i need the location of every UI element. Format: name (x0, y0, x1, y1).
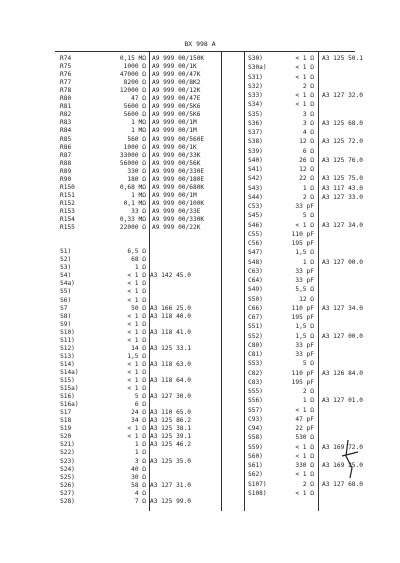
row-ref: C55) (248, 230, 263, 238)
row-ref: R150 (60, 183, 75, 191)
handwritten-mark-icon (340, 438, 362, 480)
row-ref: S62) (248, 471, 263, 479)
row-code: A3 127 34.0 (322, 221, 363, 229)
row-part-number: A9 999 00/330E (152, 167, 205, 175)
row-value: 6 Ω (302, 147, 314, 155)
row-ref: S22) (60, 449, 75, 457)
row-ref: S35) (248, 110, 263, 118)
row-ref: S36) (248, 119, 263, 127)
row-code: A3 127 01.0 (322, 397, 363, 405)
row-ref: S4a) (60, 280, 75, 288)
row-value: 1 Ω (302, 184, 314, 192)
row-ref: S24) (60, 465, 75, 473)
row-ref: S25) (60, 473, 75, 481)
row-value: < 1 Ω (295, 73, 314, 81)
row-code: A3 110 65.0 (150, 409, 191, 417)
row-value: 1 MΩ (131, 191, 146, 199)
row-ref: C81) (248, 351, 263, 358)
row-ref: S55) (248, 388, 263, 395)
row-code: A3 125 39.1 (150, 433, 191, 441)
row-part-number: A9 999 00/47K (152, 71, 201, 79)
column-divider-3 (244, 51, 245, 511)
row-value: 1 Ω (134, 441, 146, 449)
row-value: 1 MΩ (131, 127, 146, 135)
row-code: A3 142 45.0 (150, 272, 191, 280)
row-ref: S13) (60, 352, 75, 360)
row-value: < 1 Ω (127, 360, 146, 368)
row-value: < 1 Ω (295, 406, 314, 414)
row-value: 22 pF (295, 425, 314, 432)
row-value: < 1 Ω (295, 92, 314, 99)
row-ref: S46) (248, 221, 263, 229)
row-ref: R153 (60, 207, 75, 215)
row-value: 6,5 Ω (127, 248, 146, 256)
row-ref: C64) (248, 277, 263, 284)
row-value: 1 Ω (134, 264, 146, 272)
row-value: < 1 Ω (295, 443, 314, 451)
row-value: 195 pF (291, 240, 314, 247)
row-part-number: A9 999 00/33K (152, 151, 201, 159)
row-value: 3 Ω (134, 457, 146, 465)
row-ref: S48) (248, 258, 263, 266)
row-part-number: A9 999 00/680K (152, 183, 205, 191)
row-value: < 1 Ω (127, 272, 146, 280)
row-code: A3 125 33.1 (150, 344, 191, 352)
row-ref: S30) (248, 55, 263, 62)
row-value: 33 Ω (131, 207, 146, 215)
row-code: A3 127 34.0 (322, 304, 363, 312)
row-ref: R86 (60, 143, 72, 151)
row-ref: R87 (60, 151, 72, 159)
row-value: < 1 Ω (295, 471, 314, 479)
row-code: A3 127 32.0 (322, 92, 363, 99)
row-value: < 1 Ω (127, 377, 146, 384)
row-code: A3 127 33.0 (322, 193, 363, 201)
row-value: 0,68 MΩ (119, 183, 146, 191)
row-part-number: A9 999 00/1M (152, 119, 197, 127)
page-header: BX 998 A (184, 40, 216, 48)
row-ref: C66) (248, 304, 263, 312)
table-top-rule (55, 51, 355, 52)
row-code: A3 118 41.0 (150, 328, 191, 336)
row-ref: R74 (60, 55, 72, 62)
row-ref: C93) (248, 415, 263, 423)
row-ref: S58) (248, 434, 263, 442)
row-value: 50 Ω (131, 304, 146, 312)
row-code: A3 127 31.0 (150, 481, 191, 489)
row-value: 33 pF (295, 203, 314, 210)
row-value: < 1 Ω (295, 64, 314, 72)
row-part-number: A9 999 00/330K (152, 216, 205, 223)
row-code: A3 117 43.0 (322, 184, 363, 192)
row-code: A3 125 86.2 (150, 417, 191, 425)
row-value: 22000 Ω (119, 224, 146, 232)
row-ref: S51) (248, 323, 263, 331)
row-code: A3 125 68.0 (322, 119, 363, 127)
row-ref: S11) (60, 336, 75, 344)
row-value: 110 pF (291, 304, 314, 312)
row-value: 3 Ω (302, 119, 314, 127)
row-value: 6 Ω (134, 401, 146, 409)
row-value: 110 pF (291, 369, 314, 377)
row-value: 1,5 Ω (295, 249, 314, 257)
row-ref: S27) (60, 489, 75, 497)
row-ref: S14a) (60, 368, 79, 376)
row-ref: R75 (60, 63, 72, 71)
row-ref: R89 (60, 167, 72, 175)
row-ref: S19 (60, 425, 72, 433)
row-ref: S52) (248, 332, 263, 340)
row-ref: C67) (248, 314, 263, 321)
row-value: 1,5 Ω (295, 332, 314, 340)
row-value: 1 MΩ (131, 119, 146, 127)
row-value: 0,1 MΩ (123, 199, 146, 207)
row-ref: S39) (248, 147, 263, 155)
row-code: A3 125 75.0 (322, 175, 363, 183)
row-ref: R155 (60, 224, 75, 232)
row-value: 2 Ω (302, 388, 314, 395)
row-value: 0,15 MΩ (119, 55, 146, 62)
row-value: < 1 Ω (127, 296, 146, 304)
row-value: 34 Ω (131, 417, 146, 425)
row-part-number: A9 999 00/1M (152, 127, 197, 135)
row-value: 47 pF (295, 415, 314, 423)
row-code: A3 169 72.0 (322, 443, 363, 451)
row-value: 2 Ω (302, 193, 314, 201)
row-value: 33 pF (295, 351, 314, 358)
row-value: 8200 Ω (123, 79, 146, 87)
row-value: 5600 Ω (123, 111, 146, 119)
row-part-number: A9 999 00/22K (152, 224, 201, 232)
row-ref: R76 (60, 71, 72, 79)
row-code: A3 169 25.0 (322, 462, 363, 469)
row-value: < 1 Ω (295, 452, 314, 460)
row-value: 110 pF (291, 230, 314, 238)
row-part-number: A9 999 00/1M (152, 191, 197, 199)
row-value: 40 Ω (131, 465, 146, 473)
row-ref: S17 (60, 409, 72, 417)
row-value: 1000 Ω (123, 143, 146, 151)
row-value: 12 Ω (299, 295, 314, 303)
row-ref: S37) (248, 129, 263, 136)
row-value: 26 Ω (299, 156, 314, 164)
row-ref: S61) (248, 462, 263, 469)
row-ref: R151 (60, 191, 75, 199)
row-value: 33 pF (295, 267, 314, 275)
row-value: 5600 Ω (123, 103, 146, 111)
row-part-number: A9 999 00/12K (152, 87, 201, 95)
row-ref: S15a) (60, 385, 79, 393)
row-ref: R152 (60, 199, 75, 207)
row-code: A3 126 84.0 (322, 369, 363, 377)
row-value: 12 Ω (299, 138, 314, 146)
row-ref: S59) (248, 443, 263, 451)
row-part-number: A9 999 00/33E (152, 207, 201, 215)
row-value: 195 pF (291, 314, 314, 321)
row-code: A3 166 25.0 (150, 304, 191, 312)
row-part-number: A9 999 00/5K6 (152, 103, 201, 111)
row-ref: R85 (60, 135, 72, 143)
row-ref: S15) (60, 377, 75, 384)
row-ref: S14) (60, 360, 75, 368)
row-ref: S9) (60, 320, 72, 328)
row-code: A3 127 00.0 (322, 258, 363, 266)
row-value: < 1 Ω (127, 433, 146, 441)
row-value: 33 pF (295, 277, 314, 284)
row-ref: R88 (60, 159, 72, 167)
row-value: 33000 Ω (119, 151, 146, 159)
row-ref: S41) (248, 166, 263, 173)
row-ref: R83 (60, 119, 72, 127)
row-ref: S16a) (60, 401, 79, 409)
row-ref: S42) (248, 175, 263, 183)
row-part-number: A9 999 00/1K (152, 143, 197, 151)
row-ref: C56) (248, 240, 263, 247)
row-value: < 1 Ω (127, 385, 146, 393)
row-value: 2 Ω (302, 82, 314, 90)
row-value: 22 Ω (299, 175, 314, 183)
row-part-number: A9 999 00/1K (152, 63, 197, 71)
row-ref: S20 (60, 433, 72, 441)
row-ref: S43) (248, 184, 263, 192)
row-code: A3 125 99.0 (150, 497, 191, 505)
row-ref: S7 (60, 304, 68, 312)
row-ref: S30a) (248, 64, 267, 72)
row-ref: C94) (248, 425, 263, 432)
row-value: 7 Ω (134, 497, 146, 505)
row-value: 180 Ω (127, 175, 146, 183)
row-value: 1,5 Ω (295, 323, 314, 331)
row-value: 24 Ω (131, 409, 146, 417)
row-value: 5 Ω (302, 360, 314, 368)
row-part-number: A9 999 00/560E (152, 135, 205, 143)
row-value: < 1 Ω (295, 489, 314, 497)
row-ref: S32) (248, 82, 263, 90)
row-ref: S28) (60, 497, 75, 505)
row-ref: R90 (60, 175, 72, 183)
row-ref: R80 (60, 95, 72, 103)
row-value: 68 Ω (131, 256, 146, 264)
row-value: < 1 Ω (127, 368, 146, 376)
row-ref: S53) (248, 360, 263, 368)
row-value: < 1 Ω (127, 425, 146, 433)
column-divider-4 (318, 51, 319, 511)
row-ref: S6) (60, 296, 72, 304)
row-value: < 1 Ω (127, 336, 146, 344)
row-value: 58 Ω (131, 481, 146, 489)
row-ref: R77 (60, 79, 72, 87)
row-ref: S31) (248, 73, 263, 81)
row-ref: R78 (60, 87, 72, 95)
row-value: < 1 Ω (127, 312, 146, 320)
row-ref: S1) (60, 248, 72, 256)
row-value: 560 Ω (127, 135, 146, 143)
row-ref: S34) (248, 101, 263, 109)
row-value: 12 Ω (299, 166, 314, 173)
row-value: < 1 Ω (295, 101, 314, 109)
row-code: A3 125 38.1 (150, 425, 191, 433)
row-ref: S16) (60, 393, 75, 401)
row-value: 0,33 MΩ (119, 216, 146, 223)
row-value: 47000 Ω (119, 71, 146, 79)
row-value: 5 Ω (302, 212, 314, 220)
row-ref: R84 (60, 127, 72, 135)
row-ref: C63) (248, 267, 263, 275)
row-ref: S44) (248, 193, 263, 201)
row-ref: R154 (60, 216, 75, 223)
row-ref: S45) (248, 212, 263, 220)
row-value: < 1 Ω (127, 288, 146, 296)
row-ref: S3) (60, 264, 72, 272)
row-part-number: A9 999 00/180E (152, 175, 205, 183)
row-ref: C80) (248, 341, 263, 349)
row-ref: S26) (60, 481, 75, 489)
row-code: A3 125 50.1 (322, 55, 363, 62)
row-value: 5,5 Ω (295, 286, 314, 294)
row-ref: S57) (248, 406, 263, 414)
row-part-number: A9 999 00/47E (152, 95, 201, 103)
row-part-number: A9 999 00/8K2 (152, 79, 201, 87)
row-part-number: A9 999 00/150K (152, 55, 205, 62)
row-value: 2 Ω (302, 480, 314, 488)
row-value: 14 Ω (131, 344, 146, 352)
row-ref: C53) (248, 203, 263, 210)
row-ref: S50) (248, 295, 263, 303)
row-value: 1 Ω (134, 449, 146, 457)
row-ref: C82) (248, 369, 263, 377)
row-ref: R82 (60, 111, 72, 119)
row-value: 5 Ω (134, 393, 146, 401)
row-value: < 1 Ω (295, 221, 314, 229)
row-value: 1 Ω (302, 397, 314, 405)
row-part-number: A9 999 00/100K (152, 199, 205, 207)
row-ref: S4) (60, 272, 72, 280)
row-value: 330 Ω (127, 167, 146, 175)
row-code: A3 125 35.0 (150, 457, 191, 465)
row-value: < 1 Ω (127, 328, 146, 336)
row-ref: S49) (248, 286, 263, 294)
row-code: A3 118 64.0 (150, 377, 191, 384)
row-code: A3 125 76.0 (322, 156, 363, 164)
row-value: < 1 Ω (127, 320, 146, 328)
row-ref: S5) (60, 288, 72, 296)
row-ref: S12) (60, 344, 75, 352)
row-value: < 1 Ω (127, 280, 146, 288)
row-code: A3 127 00.0 (322, 332, 363, 340)
row-value: 1 Ω (302, 258, 314, 266)
row-value: 12000 Ω (119, 87, 146, 95)
row-part-number: A9 999 00/5K6 (152, 111, 201, 119)
row-value: 3 Ω (302, 110, 314, 118)
row-code: A3 125 72.0 (322, 138, 363, 146)
row-ref: S38) (248, 138, 263, 146)
row-value: 530 Ω (295, 434, 314, 442)
row-ref: S33) (248, 92, 263, 99)
row-code: A3 118 40.0 (150, 312, 191, 320)
row-value: 47 Ω (131, 95, 146, 103)
row-ref: S23) (60, 457, 75, 465)
row-value: 30 Ω (131, 473, 146, 481)
row-ref: S108) (248, 489, 267, 497)
row-ref: S47) (248, 249, 263, 257)
row-ref: S107) (248, 480, 267, 488)
row-value: 4 Ω (302, 129, 314, 136)
row-ref: S21) (60, 441, 75, 449)
row-value: < 1 Ω (295, 55, 314, 62)
row-value: 330 Ω (295, 462, 314, 469)
row-ref: S8) (60, 312, 72, 320)
row-ref: S40) (248, 156, 263, 164)
row-ref: R81 (60, 103, 72, 111)
row-ref: S18 (60, 417, 72, 425)
row-ref: S60) (248, 452, 263, 460)
row-ref: C83) (248, 378, 263, 386)
row-code: A3 127 30.0 (150, 393, 191, 401)
row-value: 33 pF (295, 341, 314, 349)
row-value: 56000 Ω (119, 159, 146, 167)
row-code: A3 125 46.2 (150, 441, 191, 449)
column-divider-2 (221, 51, 222, 511)
row-value: 4 Ω (134, 489, 146, 497)
row-value: 1000 Ω (123, 63, 146, 71)
row-ref: S2) (60, 256, 72, 264)
row-ref: S56) (248, 397, 263, 405)
row-value: 1,5 Ω (127, 352, 146, 360)
row-code: A3 127 68.0 (322, 480, 363, 488)
row-value: 195 pF (291, 378, 314, 386)
row-code: A3 118 63.0 (150, 360, 191, 368)
row-part-number: A9 999 00/56K (152, 159, 201, 167)
row-ref: S10) (60, 328, 75, 336)
